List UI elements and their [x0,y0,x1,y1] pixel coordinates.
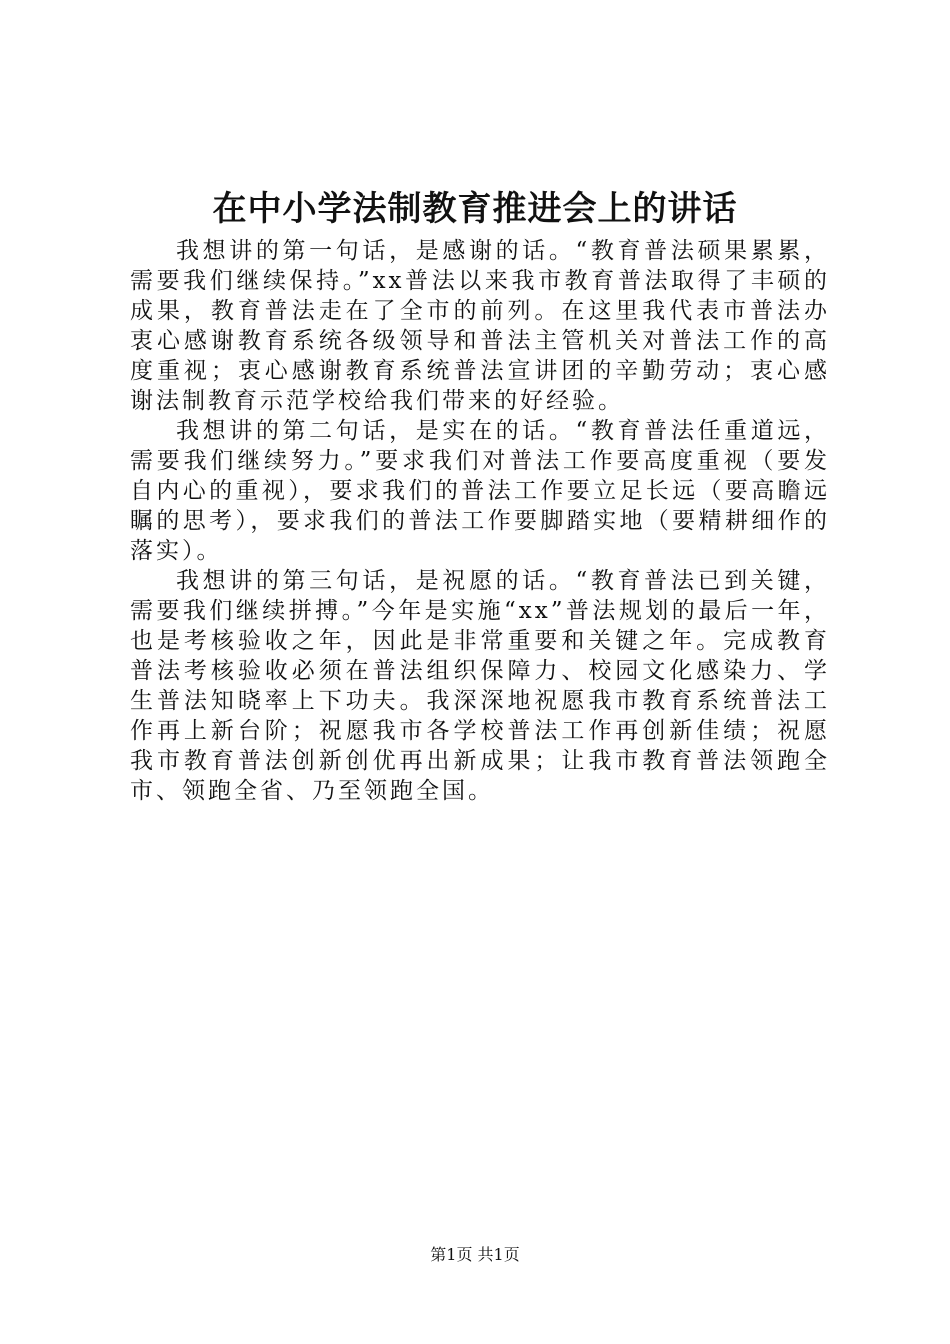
page-number-footer: 第1页 共1页 [430,1245,520,1264]
paragraph-1: 我想讲的第一句话，是感谢的话。“教育普法硕果累累，需要我们继续保持。”xx普法以来我市教育普法取得了丰硕的成果，教育普法走在了全市的前列。在这里我代表市普法办衷心感谢教育系统各级领导和普法主管机关对普法工作的高度重视；衷心感谢教育系统普法宣讲团的辛勤劳动；衷心感谢法制教育示范学校给我们带来的好经验。 [130,238,830,414]
document-title: 在中小学法制教育推进会上的讲话 [212,189,738,229]
paragraph-2: 我想讲的第二句话，是实在的话。“教育普法任重道远，需要我们继续努力。”要求我们对普法工作要高度重视（要发自内心的重视），要求我们的普法工作要立足长远（要高瞻远瞩的思考），要求我们的普法工作要脚踏实地（要精耕细作的落实）。 [130,418,830,564]
document-body [130,236,830,806]
paragraph-3: 我想讲的第三句话，是祝愿的话。“教育普法已到关键，需要我们继续拼搏。”今年是实施“xx”普法规划的最后一年，也是考核验收之年，因此是非常重要和关键之年。完成教育普法考核验收必须在普法组织保障力、校园文化感染力、学生普法知晓率上下功夫。我深深地祝愿我市教育系统普法工作再上新台阶；祝愿我市各学校普法工作再创新佳绩；祝愿我市教育普法创新创优再出新成果；让我市教育普法领跑全市、领跑全省、乃至领跑全国。 [130,568,830,804]
